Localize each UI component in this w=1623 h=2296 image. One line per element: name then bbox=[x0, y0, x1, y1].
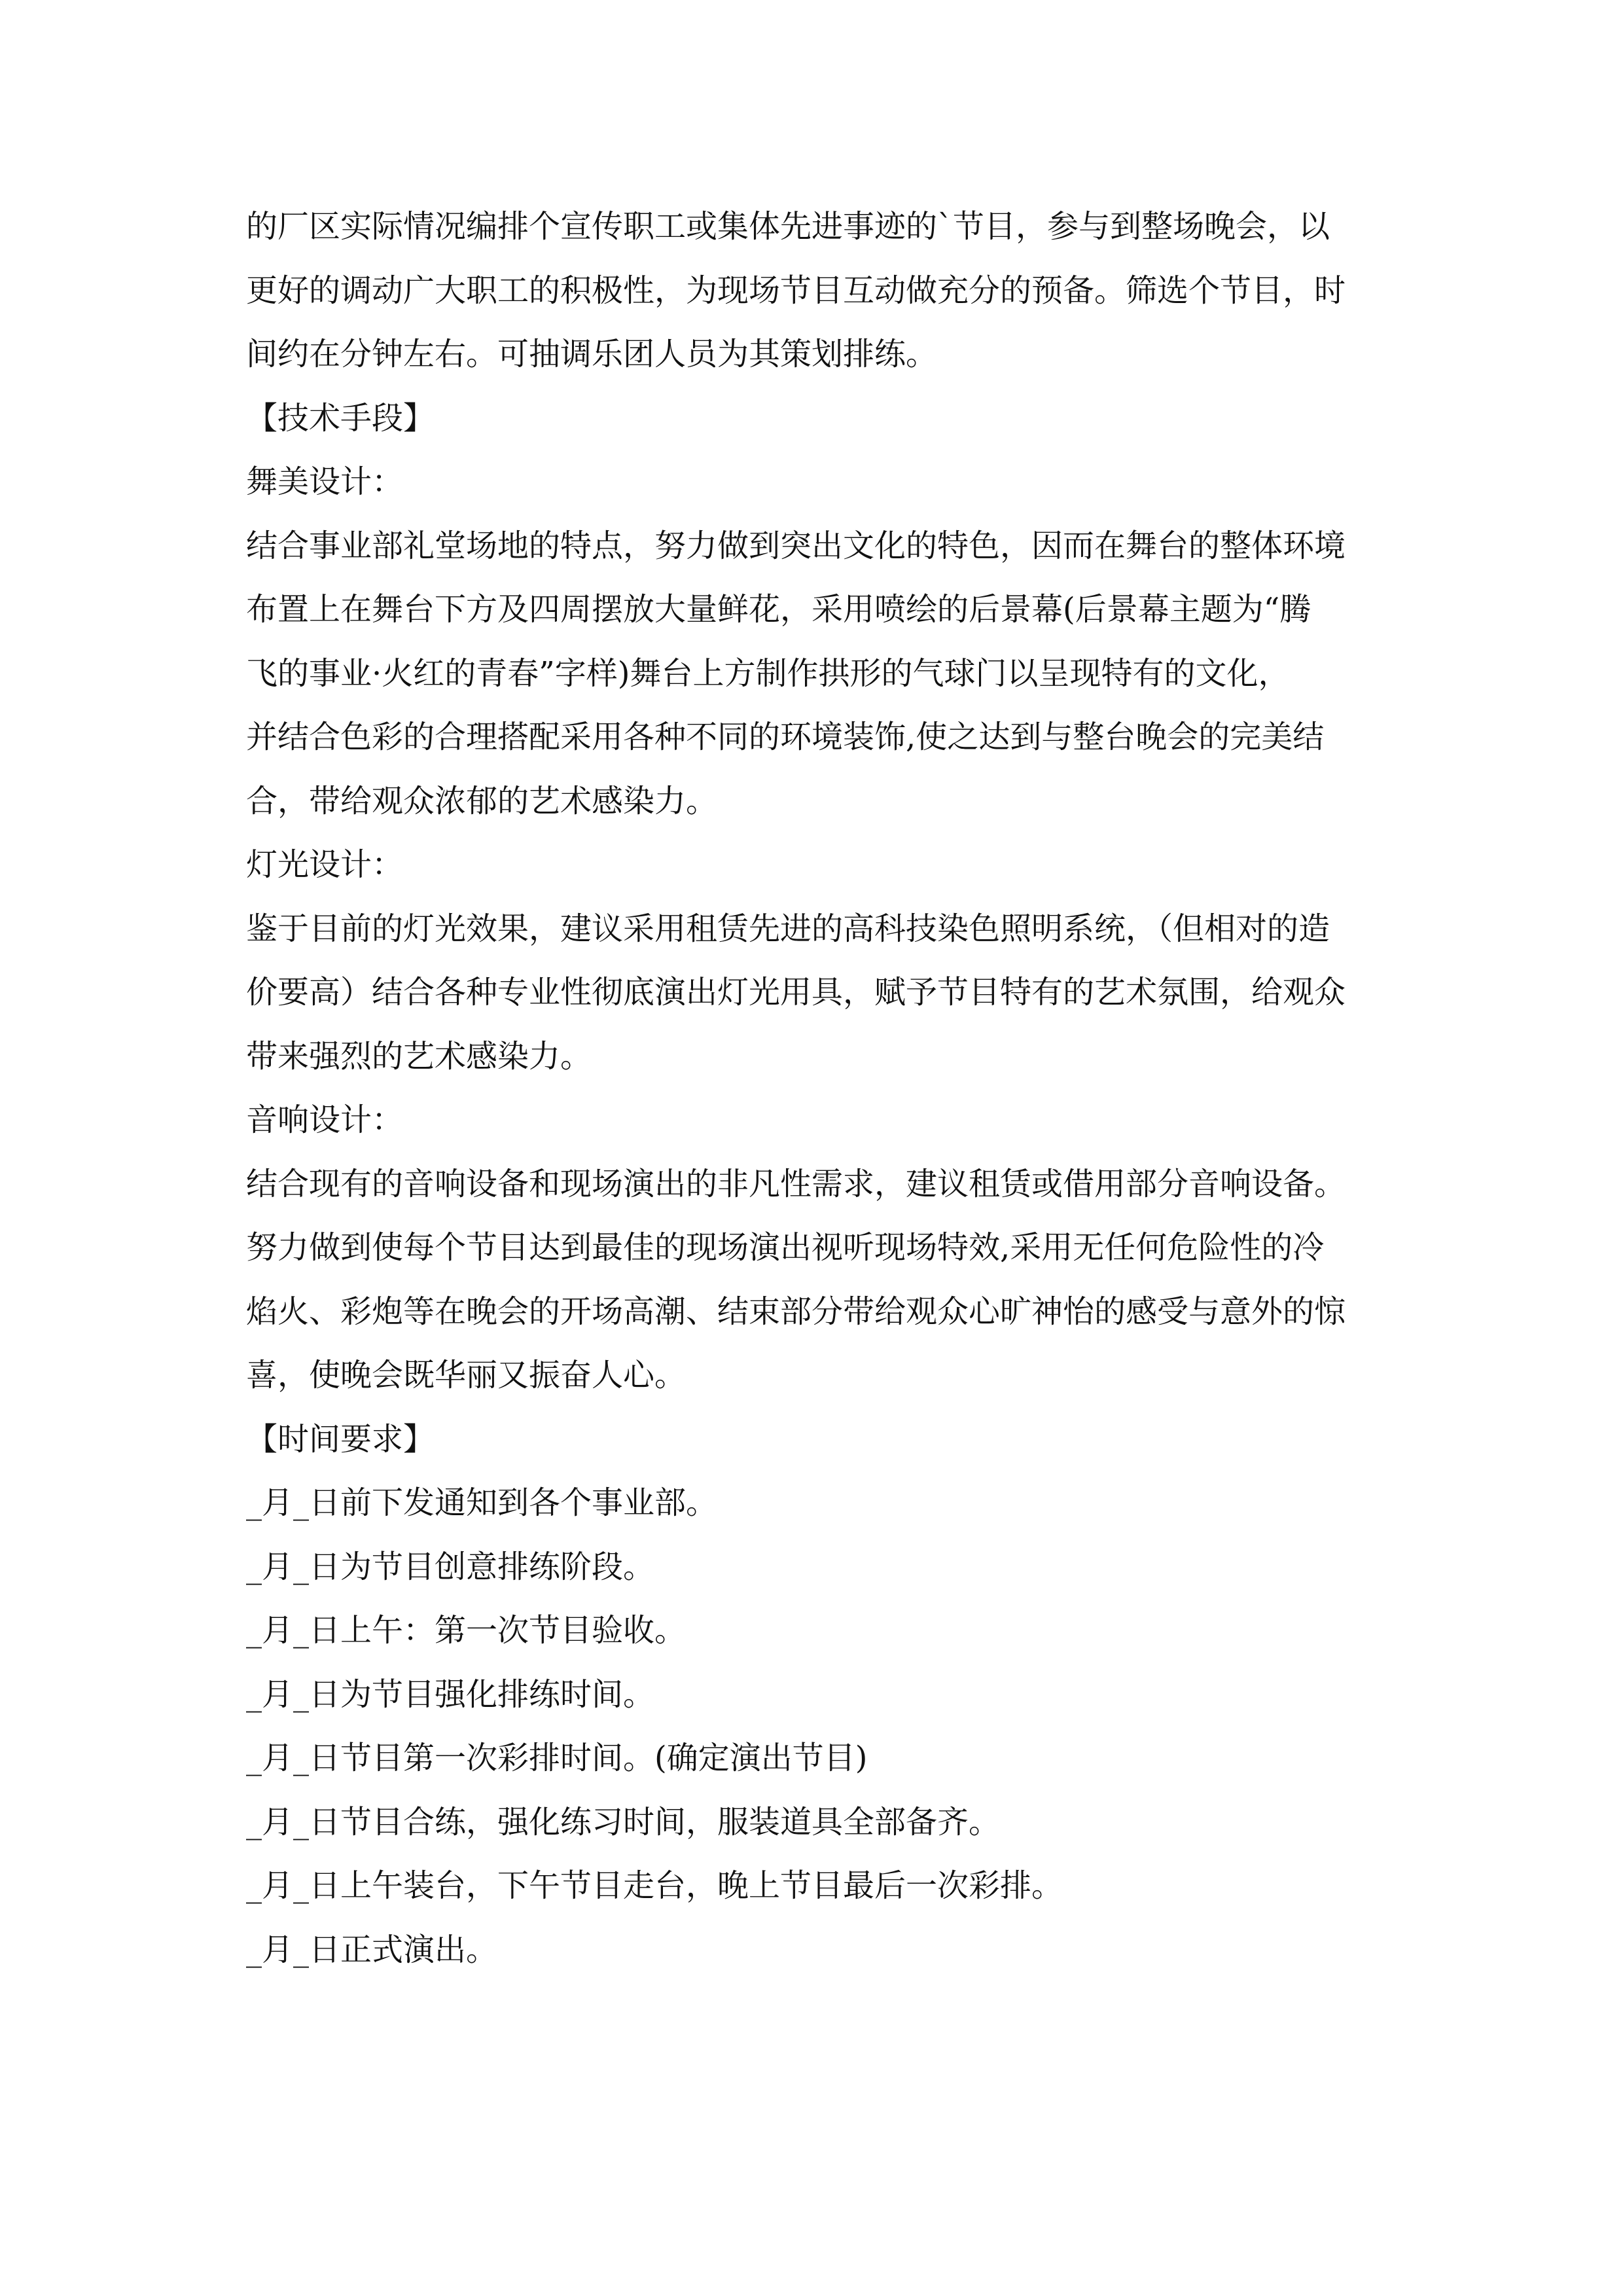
text-line: 结合事业部礼堂场地的特点，努力做到突出文化的特色，因而在舞台的整体环境 bbox=[246, 527, 1346, 564]
section-heading-technical: 【技术手段】 bbox=[246, 399, 435, 437]
text-line: 带来强烈的艺术感染力。 bbox=[246, 1037, 592, 1075]
body-text bbox=[246, 195, 1398, 1982]
text-line: 努力做到使每个节目达到最佳的现场演出视听现场特效,采用无任何危险性的冷 bbox=[246, 1229, 1325, 1266]
text-line: 更好的调动广大职工的积极性，为现场节目互动做充分的预备。筛选个节目，时 bbox=[246, 272, 1346, 309]
subheading-sound-design: 音响设计： bbox=[246, 1102, 404, 1138]
schedule-item: _月_日上午：第一次节目验收。 bbox=[246, 1612, 687, 1649]
subheading-stage-design: 舞美设计： bbox=[246, 463, 404, 500]
subheading-lighting-design: 灯光设计： bbox=[246, 846, 404, 883]
schedule-item: _月_日为节目强化排练时间。 bbox=[246, 1676, 655, 1713]
text-line: 鉴于目前的灯光效果，建议采用租赁先进的高科技染色照明系统，（但相对的造 bbox=[246, 910, 1330, 947]
schedule-item: _月_日为节目创意排练阶段。 bbox=[246, 1548, 655, 1585]
schedule-item: _月_日上午装台，下午节目走台，晚上节目最后一次彩排。 bbox=[246, 1867, 1063, 1904]
text-line: 间约在分钟左右。可抽调乐团人员为其策划排练。 bbox=[246, 336, 938, 372]
text-line: 合，带给观众浓郁的艺术感染力。 bbox=[246, 782, 718, 819]
text-line: 飞的事业·火红的青春”字样)舞台上方制作拱形的气球门以呈现特有的文化， bbox=[246, 655, 1290, 692]
text-line: 焰火、彩炮等在晚会的开场高潮、结束部分带给观众心旷神怡的感受与意外的惊 bbox=[246, 1293, 1346, 1330]
text-line: 布置上在舞台下方及四周摆放大量鲜花，采用喷绘的后景幕(后景幕主题为“腾 bbox=[246, 591, 1311, 628]
text-line: 的厂区实际情况编排个宣传职工或集体先进事迹的`节目，参与到整场晚会，以 bbox=[246, 208, 1330, 245]
schedule-item: _月_日节目第一次彩排时间。(确定演出节目) bbox=[246, 1740, 868, 1776]
schedule-item: _月_日节目合练，强化练习时间，服装道具全部备齐。 bbox=[246, 1803, 1001, 1840]
schedule-item: _月_日前下发通知到各个事业部。 bbox=[246, 1484, 718, 1521]
text-line: 价要高）结合各种专业性彻底演出灯光用具，赋予节目特有的艺术氛围，给观众 bbox=[246, 974, 1346, 1011]
schedule-item: _月_日正式演出。 bbox=[246, 1931, 498, 1968]
text-line: 喜，使晚会既华丽又振奋人心。 bbox=[246, 1357, 687, 1393]
text-line: 结合现有的音响设备和现场演出的非凡性需求，建议租赁或借用部分音响设备。 bbox=[246, 1165, 1346, 1202]
text-line: 并结合色彩的合理搭配采用各种不同的环境装饰,使之达到与整台晚会的完美结 bbox=[246, 719, 1325, 755]
section-heading-schedule: 【时间要求】 bbox=[246, 1420, 435, 1458]
